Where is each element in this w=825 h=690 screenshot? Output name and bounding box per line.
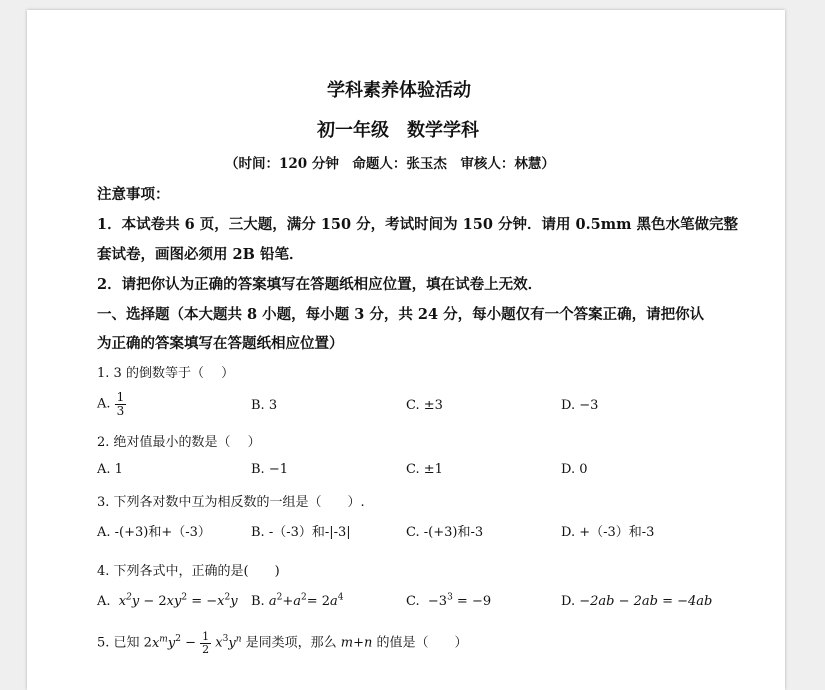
question-3-option-d: D. +（-3）和-3 (561, 525, 655, 540)
question-3-option-b: B. -（-3）和-|-3| (251, 525, 351, 540)
question-4-option-b: B. $a^2+a^2= 2a^4$ (251, 592, 344, 609)
document-title: 学科素养体验活动 (327, 80, 471, 101)
notice-heading: 注意事项： (97, 186, 170, 203)
document-meta: （时间：120 分钟 命题人：张玉杰 审核人：林慧） (225, 156, 555, 172)
document-subtitle: 初一年级 数学学科 (317, 120, 479, 141)
question-4-option-d: D. −2ab − 2ab = −4ab (561, 594, 713, 609)
question-5-stem: 5. 已知 $2x^my^2$ − $\frac{1}{2}$ $x^3y^n$ 是同类项，那么 m+n 的值是（ ） (97, 630, 468, 656)
section-heading-1b: 为正确的答案填写在答题纸相应位置） (97, 335, 344, 352)
question-3-option-c: C. -(+3)和-3 (406, 525, 484, 540)
notice-item-1a: 1．本试卷共 6 页，三大题，满分 150 分，考试时间为 150 分钟．请用 0.5mm 黑色水笔做完整 (97, 216, 739, 233)
question-1-option-c: C. ±3 (406, 398, 443, 413)
question-1-option-b: B. 3 (251, 398, 278, 413)
notice-item-2: 2．请把你认为正确的答案填写在答题纸相应位置，填在试卷上无效． (97, 276, 543, 293)
question-2-option-a: A. 1 (97, 462, 123, 477)
question-4-option-a: A. $x^2y - 2xy^2 = -x^2y$ (97, 592, 238, 609)
question-3-stem: 3. 下列各对数中互为相反数的一组是（ ）. (97, 495, 365, 510)
notice-item-1b: 套试卷，画图必须用 2B 铅笔． (97, 246, 304, 263)
question-2-option-d: D. 0 (561, 462, 588, 477)
question-4-stem: 4. 下列各式中，正确的是( ) (97, 564, 280, 579)
question-2-stem: 2. 绝对值最小的数是（ ） (97, 435, 261, 450)
document-page (27, 10, 785, 690)
question-3-option-a: A. -(+3)和+（-3） (97, 525, 211, 540)
question-1-option-d: D. −3 (561, 398, 599, 413)
question-1-option-a: A. $\frac{1}{3}$ (97, 390, 125, 418)
question-4-option-c: C. $-3^3 = -9$ (406, 592, 492, 609)
question-2-option-b: B. −1 (251, 462, 288, 477)
section-heading-1a: 一、选择题（本大题共 8 小题，每小题 3 分，共 24 分，每小题仅有一个答案正确，请把你认 (97, 306, 705, 323)
fraction: $\frac{1}{3}$ (116, 390, 125, 418)
question-1-stem: 1. 3 的倒数等于（ ） (97, 366, 235, 381)
question-2-option-c: C. ±1 (406, 462, 443, 477)
